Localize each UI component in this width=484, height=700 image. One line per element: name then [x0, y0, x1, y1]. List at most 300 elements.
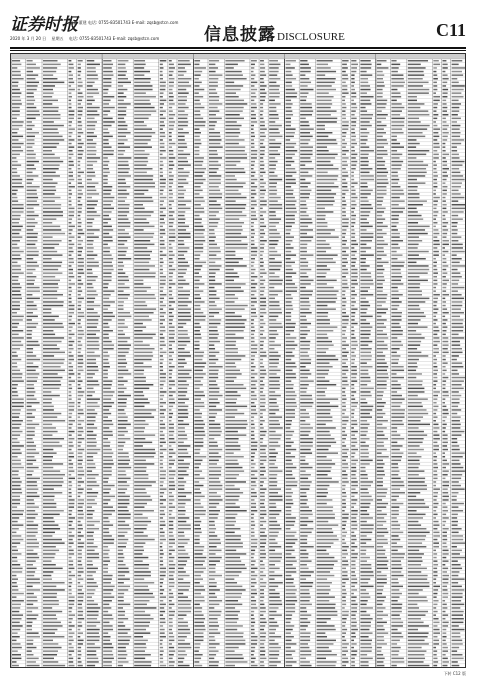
table-cell-text [269, 528, 281, 530]
table-cell-text [260, 460, 266, 462]
table-cell-text [178, 449, 187, 451]
table-cell-text [78, 611, 83, 613]
table-cell-text [69, 265, 72, 267]
table-cell-text [408, 96, 417, 98]
table-cell-text [12, 179, 22, 181]
table-cell-text [160, 305, 166, 307]
table-cell-text [27, 557, 40, 559]
table-cell-text [43, 182, 57, 184]
table-cell-text [118, 218, 129, 220]
table-cell-text [360, 60, 370, 62]
table-cell-text [69, 456, 75, 458]
table-cell-text [103, 254, 111, 256]
table-cell-text [286, 362, 296, 364]
table-cell-text [360, 143, 366, 145]
table-cell-text [317, 229, 335, 231]
table-cell-text [408, 100, 417, 102]
table-cell-text [160, 136, 166, 138]
table-cell-text [27, 488, 39, 490]
table-cell-text [209, 589, 220, 591]
table-cell-text [194, 164, 202, 166]
table-cell-text [118, 496, 130, 498]
table-cell-text [300, 589, 309, 591]
table-cell-text [103, 632, 108, 634]
table-cell-text [160, 352, 167, 354]
table-cell-text [317, 395, 326, 397]
table-cell-text [360, 222, 369, 224]
table-cell-text [43, 85, 55, 87]
table-cell-text [194, 341, 199, 343]
table-cell-text [87, 290, 97, 292]
table-cell-text [342, 650, 348, 652]
table-cell-text [225, 334, 235, 336]
table-cell-text [260, 629, 264, 631]
table-cell-text [351, 402, 358, 404]
table-cell-text [225, 197, 246, 199]
table-cell-text [209, 211, 219, 213]
table-cell-text [225, 247, 247, 249]
table-cell-text [69, 384, 72, 386]
table-cell-text [360, 467, 365, 469]
table-cell-text [433, 128, 440, 130]
table-cell-text [286, 380, 292, 382]
table-cell-text [27, 636, 40, 638]
table-cell-text [134, 258, 150, 260]
table-cell-text [209, 377, 218, 379]
table-cell-text [194, 629, 205, 631]
table-cell-text [69, 305, 75, 307]
table-cell-text [103, 427, 109, 429]
table-cell-text [169, 460, 175, 462]
table-cell-text [317, 272, 327, 274]
table-cell-text [12, 474, 18, 476]
table-cell-text [452, 146, 457, 148]
table-cell-text [118, 622, 124, 624]
table-cell-text [27, 510, 36, 512]
table-cell-text [12, 114, 20, 116]
table-cell-text [118, 546, 126, 548]
table-cell-text [69, 175, 73, 177]
table-cell-text [12, 247, 19, 249]
table-cell-text [317, 503, 327, 505]
table-cell-text [300, 344, 310, 346]
table-cell-text [317, 596, 335, 598]
table-cell-text [360, 398, 365, 400]
table-cell-text [194, 521, 201, 523]
table-cell-text [360, 244, 366, 246]
table-cell-text [78, 128, 82, 130]
table-cell-text [286, 420, 292, 422]
table-cell-text [360, 600, 367, 602]
table-cell-text [103, 114, 108, 116]
table-cell-text [251, 175, 254, 177]
table-cell-text [300, 121, 309, 123]
table-cell-text [391, 89, 397, 91]
table-cell-text [78, 593, 84, 595]
table-cell-text [169, 179, 173, 181]
table-cell-text [194, 337, 201, 339]
table-cell-text [78, 262, 84, 264]
table-cell-text [342, 146, 346, 148]
table-cell-text [351, 604, 357, 606]
table-cell-text [12, 301, 20, 303]
table-cell-text [69, 334, 75, 336]
table-cell-text [351, 118, 356, 120]
table-cell-text [194, 254, 200, 256]
table-cell-text [134, 445, 143, 447]
table-cell-text [317, 409, 331, 411]
table-cell-text [251, 366, 256, 368]
table-cell-text [251, 517, 254, 519]
table-cell-text [194, 200, 204, 202]
table-cell-text [178, 337, 190, 339]
table-cell-text [251, 236, 254, 238]
table-cell-text [351, 143, 357, 145]
table-cell-text [251, 625, 254, 627]
table-cell-text [160, 485, 163, 487]
table-cell-text [225, 125, 241, 127]
table-cell-text [286, 643, 297, 645]
table-cell-text [87, 427, 97, 429]
table-cell-text [351, 355, 356, 357]
table-cell-text [269, 542, 277, 544]
table-cell-text [78, 456, 83, 458]
table-cell-text [269, 78, 280, 80]
table-cell-text [169, 456, 172, 458]
table-cell-text [225, 625, 242, 627]
table-cell-text [69, 312, 74, 314]
table-cell-text [300, 150, 312, 152]
table-cell-text [78, 179, 82, 181]
table-cell-text [260, 528, 266, 530]
table-cell-text [342, 100, 345, 102]
table-cell-text [300, 622, 310, 624]
masthead-meta: 责任: 董建 电话: 0755-83501743 E-mail: zqsb@stcn.com [68, 20, 179, 25]
table-cell-text [225, 118, 244, 120]
table-cell-text [342, 193, 345, 195]
table-cell-text [269, 161, 277, 163]
table-cell-text [12, 366, 17, 368]
table-cell-text [317, 474, 328, 476]
table-cell-text [169, 290, 172, 292]
table-cell-text [78, 640, 84, 642]
table-cell-text [269, 319, 276, 321]
table-cell-text [286, 172, 297, 174]
table-cell-text [103, 492, 109, 494]
table-cell-text [317, 193, 336, 195]
table-cell-text [43, 308, 51, 310]
table-cell-text [360, 528, 373, 530]
table-cell-text [27, 452, 40, 454]
issue-date: 2020 年 3 月 20 日 [10, 36, 47, 41]
table-cell-text [134, 578, 144, 580]
table-cell-text [178, 341, 190, 343]
table-cell-text [134, 438, 145, 440]
table-cell-text [433, 114, 438, 116]
table-cell-text [69, 524, 72, 526]
table-cell-text [27, 175, 39, 177]
table-cell-text [27, 517, 36, 519]
table-cell-text [360, 618, 372, 620]
table-cell-text [342, 272, 348, 274]
table-cell-text [351, 301, 356, 303]
table-cell-text [351, 186, 354, 188]
table-cell-text [342, 240, 347, 242]
table-cell-text [169, 157, 175, 159]
table-cell-text [452, 74, 464, 76]
table-cell-text [260, 409, 266, 411]
table-cell-text [69, 413, 73, 415]
table-cell-text [452, 107, 460, 109]
table-cell-text [12, 413, 20, 415]
table-cell-text [178, 107, 189, 109]
table-cell-text [134, 377, 146, 379]
table-cell-text [442, 71, 445, 73]
table-cell-text [251, 416, 254, 418]
table-cell-text [27, 575, 35, 577]
table-cell-text [194, 103, 201, 105]
table-cell-text [27, 481, 37, 483]
table-cell-text [251, 301, 257, 303]
table-cell-text [360, 636, 368, 638]
table-cell-text [452, 143, 462, 145]
table-cell-text [433, 143, 439, 145]
table-cell-text [134, 607, 156, 609]
table-cell-text [360, 179, 374, 181]
table-cell-text [300, 269, 311, 271]
table-cell-text [317, 103, 333, 105]
table-cell-text [251, 413, 257, 415]
table-cell-text [178, 175, 189, 177]
table-cell-text [360, 308, 367, 310]
table-cell-text [87, 373, 95, 375]
table-cell-text [300, 89, 313, 91]
table-cell-text [342, 474, 347, 476]
table-cell-text [300, 618, 307, 620]
table-cell-text [134, 427, 145, 429]
table-cell-text [69, 182, 72, 184]
table-cell-text [27, 650, 32, 652]
table-cell-text [103, 449, 112, 451]
table-cell-text [251, 326, 254, 328]
table-cell-text [12, 85, 18, 87]
table-cell-text [194, 283, 204, 285]
table-cell-text [87, 456, 93, 458]
table-cell-text [351, 650, 357, 652]
table-cell-text [178, 244, 184, 246]
table-cell-text [269, 150, 278, 152]
table-cell-text [300, 488, 309, 490]
table-cell-text [178, 193, 184, 195]
table-cell-text [87, 172, 95, 174]
table-cell-text [260, 100, 265, 102]
table-cell-text [78, 74, 81, 76]
table-cell-text [300, 521, 313, 523]
table-cell-text [260, 485, 263, 487]
table-cell-text [317, 463, 336, 465]
table-cell-text [391, 103, 401, 105]
table-cell-text [269, 301, 279, 303]
table-cell-text [317, 370, 329, 372]
table-cell-text [209, 89, 216, 91]
table-cell-text [194, 467, 199, 469]
table-cell-text [78, 539, 81, 541]
table-cell-text [118, 402, 127, 404]
table-cell-text [160, 89, 166, 91]
table-cell-text [360, 578, 370, 580]
table-cell-text [87, 179, 92, 181]
table-cell-text [286, 442, 294, 444]
table-cell-text [286, 218, 295, 220]
table-cell-text [69, 665, 75, 667]
table-cell-text [87, 485, 100, 487]
table-cell-text [160, 193, 163, 195]
table-cell-text [300, 481, 312, 483]
table-cell-text [269, 269, 280, 271]
table-cell-text [300, 553, 308, 555]
table-cell-text [27, 359, 41, 361]
table-cell-text [360, 535, 366, 537]
table-cell-text [351, 265, 355, 267]
table-cell-text [360, 575, 373, 577]
table-cell-text [78, 542, 85, 544]
table-cell-text [134, 388, 149, 390]
table-cell-text [103, 596, 114, 598]
table-cell-text [78, 157, 82, 159]
table-cell-text [12, 204, 24, 206]
table-cell-text [134, 420, 145, 422]
table-cell-text [78, 247, 83, 249]
table-cell-text [194, 67, 206, 69]
table-cell-text [317, 269, 331, 271]
table-cell-text [260, 110, 263, 112]
table-cell-text [87, 146, 96, 148]
table-cell-text [169, 557, 175, 559]
table-cell-text [69, 103, 72, 105]
table-cell-text [377, 78, 383, 80]
table-cell-text [160, 492, 164, 494]
table-cell-text [286, 424, 292, 426]
table-cell-text [27, 146, 33, 148]
table-cell-text [169, 600, 172, 602]
table-cell-text [269, 197, 281, 199]
table-cell-text [43, 200, 55, 202]
table-cell-text [194, 582, 199, 584]
table-cell-text [360, 388, 373, 390]
table-cell-text [78, 92, 83, 94]
table-cell-text [452, 67, 466, 69]
table-cell-text [342, 532, 347, 534]
table-cell-text [260, 222, 264, 224]
table-cell-text [269, 402, 277, 404]
table-cell-text [178, 618, 184, 620]
table-cell-text [225, 74, 242, 76]
table-cell-text [69, 85, 72, 87]
table-cell-text [442, 96, 447, 98]
table-cell-text [209, 622, 218, 624]
table-cell-text [351, 575, 356, 577]
table-cell-text [194, 150, 199, 152]
table-cell-text [391, 114, 400, 116]
table-cell-text [160, 96, 163, 98]
table-cell-text [360, 532, 372, 534]
table-cell-text [317, 384, 337, 386]
table-cell-text [43, 629, 57, 631]
table-cell-text [103, 568, 108, 570]
table-cell-text [225, 474, 239, 476]
table-cell-text [300, 118, 306, 120]
table-cell-text [209, 542, 221, 544]
table-cell-text [351, 254, 355, 256]
table-cell-text [12, 150, 23, 152]
table-cell-text [251, 568, 258, 570]
table-cell-text [118, 614, 125, 616]
table-cell-text [194, 524, 200, 526]
table-cell-text [103, 438, 108, 440]
table-cell-text [391, 60, 396, 62]
table-cell-text [209, 287, 214, 289]
table-cell-text [286, 139, 291, 141]
table-cell-text [251, 200, 256, 202]
table-cell-text [103, 607, 111, 609]
table-cell-text [69, 600, 75, 602]
table-cell-text [209, 334, 219, 336]
table-cell-text [134, 600, 149, 602]
table-cell-text [43, 240, 62, 242]
table-cell-text [360, 553, 365, 555]
table-cell-text [103, 578, 112, 580]
table-cell-text [27, 506, 39, 508]
table-cell-text [194, 258, 199, 260]
table-cell-text [209, 182, 221, 184]
table-cell-text [360, 305, 370, 307]
table-cell-text [43, 294, 63, 296]
table-cell-text [69, 395, 72, 397]
table-cell-text [43, 64, 61, 66]
table-cell-text [78, 546, 84, 548]
table-cell-text [225, 532, 234, 534]
table-cell-text [317, 74, 326, 76]
table-cell-text [286, 150, 298, 152]
table-cell-text [178, 517, 189, 519]
table-cell-text [342, 416, 349, 418]
table-cell-text [12, 89, 20, 91]
table-cell-text [286, 240, 293, 242]
table-cell-text [251, 506, 256, 508]
table-cell-text [118, 215, 127, 217]
table-cell-text [342, 618, 346, 620]
table-cell-text [209, 611, 221, 613]
table-cell-text [160, 427, 166, 429]
table-cell-text [351, 629, 358, 631]
table-cell-text [225, 622, 237, 624]
table-cell-text [27, 78, 36, 80]
table-cell-text [260, 337, 266, 339]
table-cell-text [360, 258, 366, 260]
table-cell-text [269, 103, 280, 105]
table-cell-text [134, 164, 146, 166]
table-cell-text [225, 222, 244, 224]
table-cell-text [169, 438, 174, 440]
table-cell-text [178, 395, 186, 397]
table-cell-text [78, 348, 82, 350]
table-cell-text [27, 179, 34, 181]
table-cell-text [12, 154, 20, 156]
table-cell-text [286, 78, 296, 80]
table-cell-text [260, 204, 267, 206]
table-cell-text [12, 485, 20, 487]
table-cell-text [160, 596, 166, 598]
